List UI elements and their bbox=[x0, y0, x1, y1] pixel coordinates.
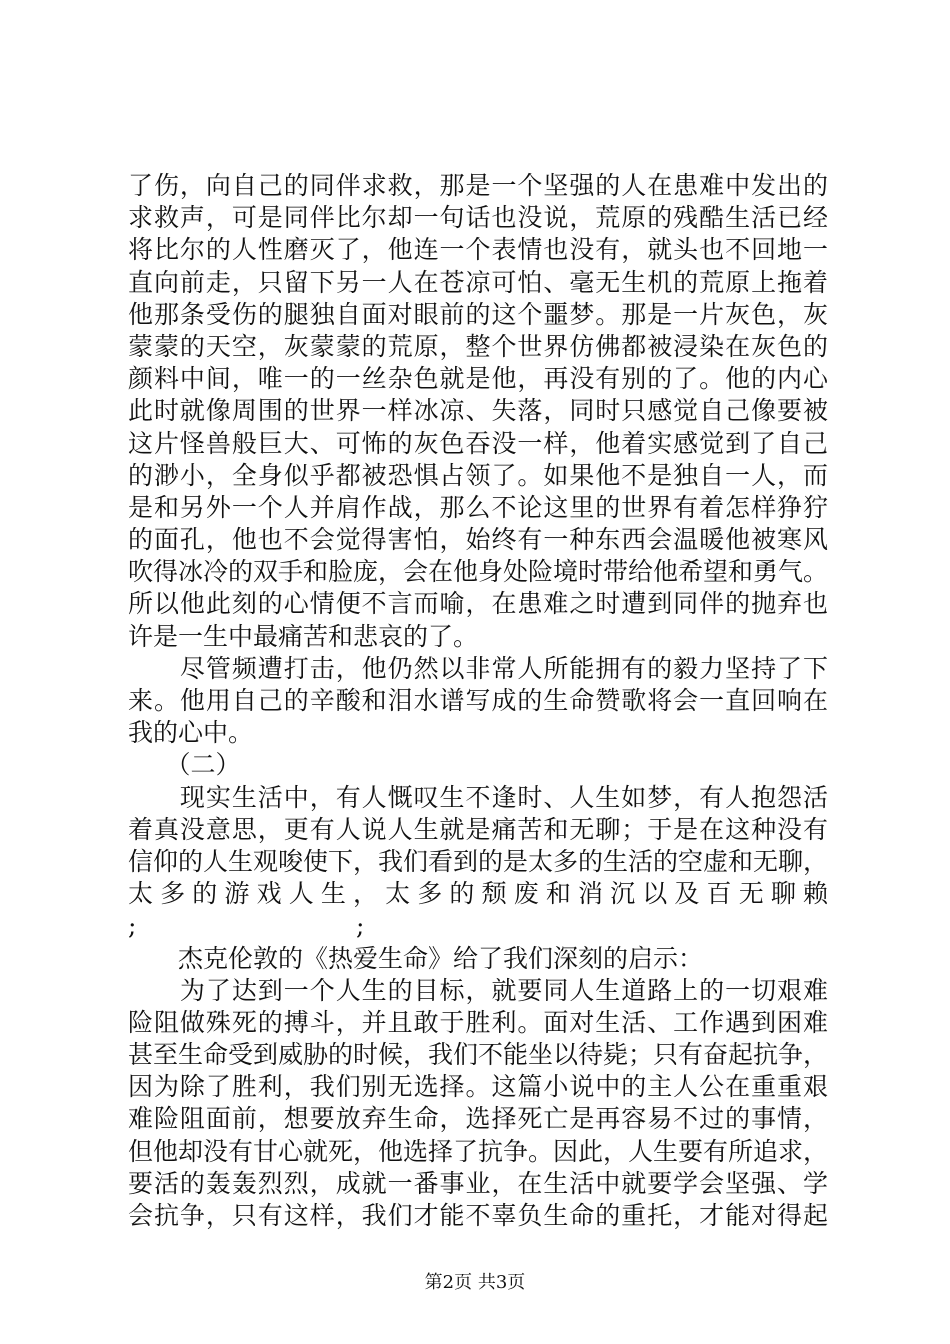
text-line: 我的心中。 bbox=[128, 718, 254, 748]
text-line: 会抗争，只有这样，我们才能不辜负生命的重托，才能对得起 bbox=[128, 1201, 828, 1230]
text-line: 因为除了胜利，我们别无选择。这篇小说中的主人公在重重艰 bbox=[128, 1072, 828, 1102]
text-line: 将比尔的人性磨灭了，他连一个表情也没有，就头也不回地一 bbox=[128, 235, 828, 265]
text-line: 是和另外一个人并肩作战，那么不论这里的世界有着怎样狰狞 bbox=[128, 492, 828, 522]
semicolon-right: ; bbox=[356, 911, 365, 941]
text-line: 尽管频遭打击，他仍然以非常人所能拥有的毅力坚持了下 bbox=[128, 653, 828, 683]
text-line: 的渺小，全身似乎都被恐惧占领了。如果他不是独自一人，而 bbox=[128, 460, 828, 490]
text-line: 信仰的人生观唆使下，我们看到的是太多的生活的空虚和无聊， bbox=[128, 846, 829, 876]
text-line: 吹得冰冷的双手和脸庞，会在他身处险境时带给他希望和勇气。 bbox=[128, 557, 829, 587]
page-footer: 第2页 共3页 bbox=[424, 1272, 526, 1293]
text-line: 这片怪兽般巨大、可怖的灰色吞没一样，他着实感觉到了自己 bbox=[128, 428, 828, 458]
text-line: 着真没意思，更有人说人生就是痛苦和无聊；于是在这种没有 bbox=[128, 814, 828, 844]
section-heading: （二） bbox=[128, 750, 241, 780]
body-text bbox=[128, 170, 828, 1232]
text-line: 此时就像周围的世界一样冰凉、失落，同时只感觉自己像要被 bbox=[128, 396, 828, 426]
text-line: 难险阻面前，想要放弃生命，选择死亡是再容易不过的事情， bbox=[128, 1104, 828, 1134]
text-line: 现实生活中，有人慨叹生不逢时、人生如梦，有人抱怨活 bbox=[128, 782, 828, 812]
text-line: 他那条受伤的腿独自面对眼前的这个噩梦。那是一片灰色，灰 bbox=[128, 299, 828, 329]
text-line: 了伤，向自己的同伴求救，那是一个坚强的人在患难中发出的 bbox=[128, 171, 828, 200]
text-line: 求救声，可是同伴比尔却一句话也没说，荒原的残酷生活已经 bbox=[128, 203, 828, 233]
text-line: 要活的轰轰烈烈，成就一番事业，在生活中就要学会坚强、学 bbox=[128, 1168, 828, 1198]
text-line: 为了达到一个人生的目标，就要同人生道路上的一切艰难 bbox=[128, 975, 828, 1005]
semicolon-left: ; bbox=[128, 911, 137, 941]
text-line: 但他却没有甘心就死，他选择了抗争。因此，人生要有所追求， bbox=[128, 1136, 829, 1166]
text-line: 许是一生中最痛苦和悲哀的了。 bbox=[128, 621, 479, 651]
text-line: 所以他此刻的心情便不言而喻，在患难之时遭到同伴的抛弃也 bbox=[128, 589, 828, 619]
text-line: 太多的游戏人生，太多的颓废和消沉以及百无聊赖 bbox=[128, 879, 828, 909]
semicolon-line bbox=[128, 910, 828, 942]
text-line: 杰克伦敦的《热爱生命》给了我们深刻的启示： bbox=[128, 943, 704, 973]
text-line: 来。他用自己的辛酸和泪水谱写成的生命赞歌将会一直回响在 bbox=[128, 686, 828, 715]
text-line: 的面孔，他也不会觉得害怕，始终有一种东西会温暖他被寒风 bbox=[128, 525, 828, 555]
text-line: 甚至生命受到威胁的时候，我们不能坐以待毙；只有奋起抗争， bbox=[128, 1040, 829, 1070]
text-line: 险阻做殊死的搏斗，并且敢于胜利。面对生活、工作遇到困难 bbox=[128, 1007, 828, 1037]
text-line: 蒙蒙的天空，灰蒙蒙的荒原，整个世界仿佛都被浸染在灰色的 bbox=[128, 331, 828, 361]
text-line: 颜料中间，唯一的一丝杂色就是他，再没有别的了。他的内心 bbox=[128, 364, 828, 394]
text-line: 直向前走，只留下另一人在苍凉可怕、毫无生机的荒原上拖着 bbox=[128, 267, 828, 297]
